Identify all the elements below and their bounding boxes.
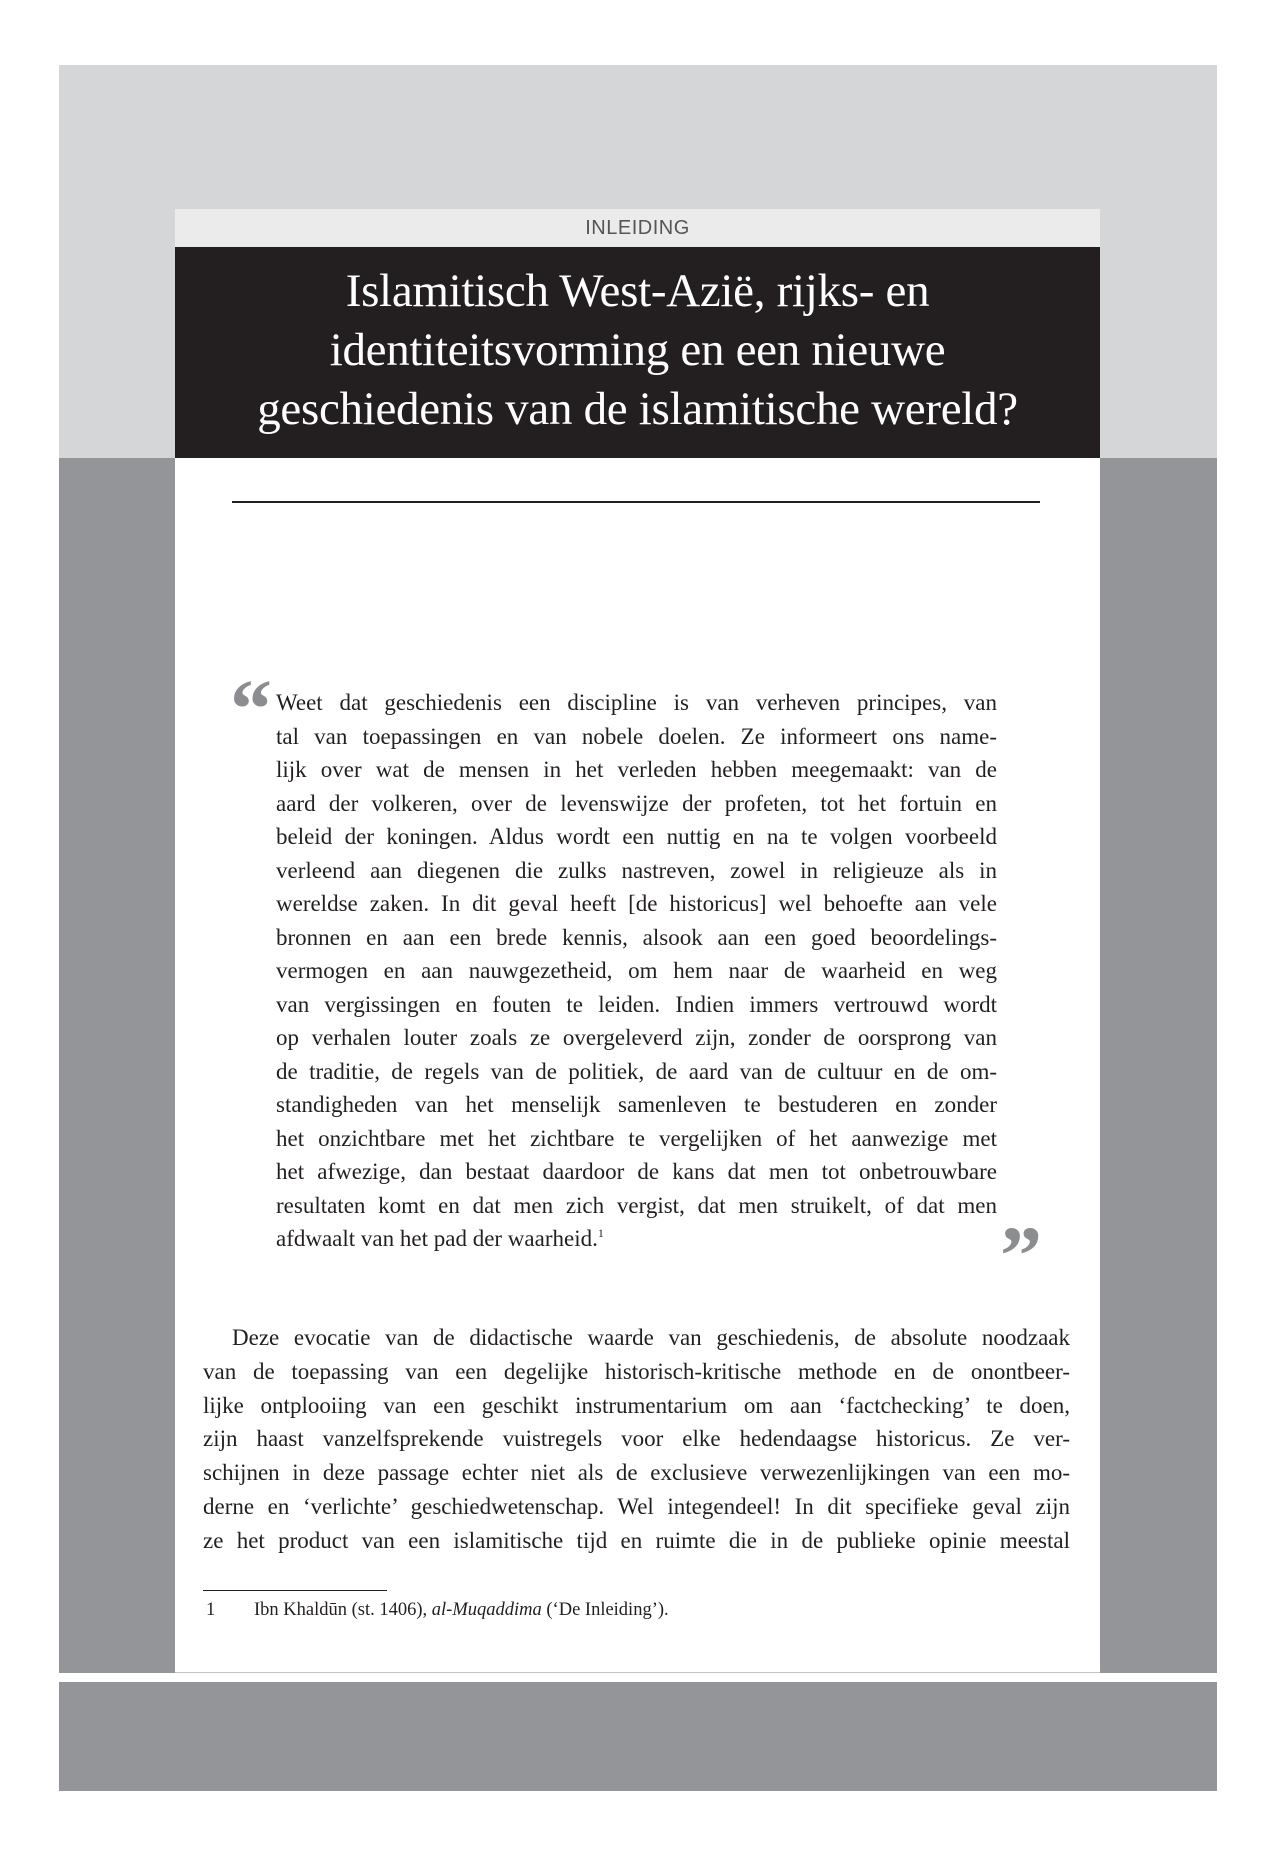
body-line: lijke ontplooiing van een geschikt instrumentarium om aan ‘factchecking’ te doen, <box>203 1392 1070 1418</box>
quote-line: het afwezige, dan bestaat daardoor de kans dat men tot onbetrouwbare <box>276 1159 997 1184</box>
body-line: van de toepassing van een degelijke historisch-kritische methode en de onontbeer- <box>203 1358 1070 1384</box>
quote-line: standigheden van het menselijk samenleven te bestuderen en zonder <box>276 1092 997 1117</box>
quote-line: resultaten komt en dat men zich vergist, dat men struikelt, of dat men <box>276 1192 997 1218</box>
quote-line: van vergissingen en fouten te leiden. Indien immers vertrouwd wordt <box>276 991 997 1017</box>
footnote-divider <box>203 1590 387 1591</box>
quote-line <box>276 1222 997 1256</box>
closing-quote-mark: ” <box>1000 1210 1042 1303</box>
quote-line: wereldse zaken. In dit geval heeft [de historicus] wel behoefte aan vele <box>276 891 997 916</box>
quote-line: lijk over wat de mensen in het verleden hebben meegemaakt: van de <box>276 757 997 782</box>
opening-quote-mark: “ <box>230 663 272 756</box>
background-divider <box>59 1673 1217 1682</box>
chapter-title-block <box>175 247 1100 458</box>
book-page <box>175 209 1100 1673</box>
footnote-work-title: al-Muqaddima <box>431 1600 542 1620</box>
section-header <box>175 209 1100 247</box>
body-line: Deze evocatie van de didactische waarde van geschiedenis, de absolute noodzaak <box>232 1325 1070 1350</box>
footnote-number: 1 <box>206 1600 216 1620</box>
quote-line: aard der volkeren, over de levenswijze der profeten, tot het fortuin en <box>276 790 997 816</box>
background-bottom <box>59 1682 1217 1791</box>
quote-line: tal van toepassingen en van nobele doelen. Ze informeert ons name- <box>276 723 997 749</box>
section-label: INLEIDING <box>585 217 690 239</box>
body-line: schijnen in deze passage echter niet als de exclusieve verwezenlijkingen van een mo- <box>203 1460 1070 1486</box>
quote-line: beleid der koningen. Aldus wordt een nuttig en na te volgen voorbeeld <box>276 824 997 849</box>
footnote-text <box>254 1599 669 1621</box>
body-line: derne en ‘verlichte’ geschiedwetenschap. Wel integendeel! In dit specifieke geval zijn <box>203 1493 1070 1519</box>
body-line: zijn haast vanzelfsprekende vuistregels voor elke hedendaagse historicus. Ze ver- <box>203 1426 1070 1452</box>
quote-line: de traditie, de regels van de politiek, de aard van de cultuur en de om- <box>276 1058 997 1084</box>
body-line: ze het product van een islamitische tijd en ruimte die in de publieke opinie meestal <box>203 1527 1070 1553</box>
chapter-title-line: Islamitisch West-Azië, rijks- en <box>345 265 930 317</box>
quote-line: het onzichtbare met het zichtbare te vergelijken of het aanwezige met <box>276 1125 997 1151</box>
quote-line: vermogen en aan nauwgezetheid, om hem naar de waarheid en weg <box>276 958 997 983</box>
quote-line: bronnen en aan een brede kennis, alsook aan een goed beoordelings- <box>276 924 997 950</box>
quote-line: verleend aan diegenen die zulks nastreven, zowel in religieuze als in <box>276 857 997 883</box>
quote-line: op verhalen louter zoals ze overgeleverd zijn, zonder de oorsprong van <box>276 1025 997 1050</box>
title-divider <box>232 501 1040 503</box>
footnote-text-after: (‘De Inleiding’). <box>541 1600 669 1620</box>
chapter-title-line: identiteitsvorming en een nieuwe <box>329 324 946 376</box>
footnote <box>175 1599 1100 1621</box>
chapter-title-line: geschiedenis van de islamitische wereld? <box>257 383 1018 435</box>
footnote-reference: 1 <box>597 1226 604 1240</box>
epigraph-quote <box>276 686 997 1256</box>
body-paragraph <box>203 1321 1070 1558</box>
quote-line: Weet dat geschiedenis een discipline is van verheven principes, van <box>276 690 997 715</box>
quote-line-text: afdwaalt van het pad der waarheid. <box>276 1226 598 1251</box>
footnote-text-before: Ibn Khaldūn (st. 1406), <box>254 1600 432 1620</box>
